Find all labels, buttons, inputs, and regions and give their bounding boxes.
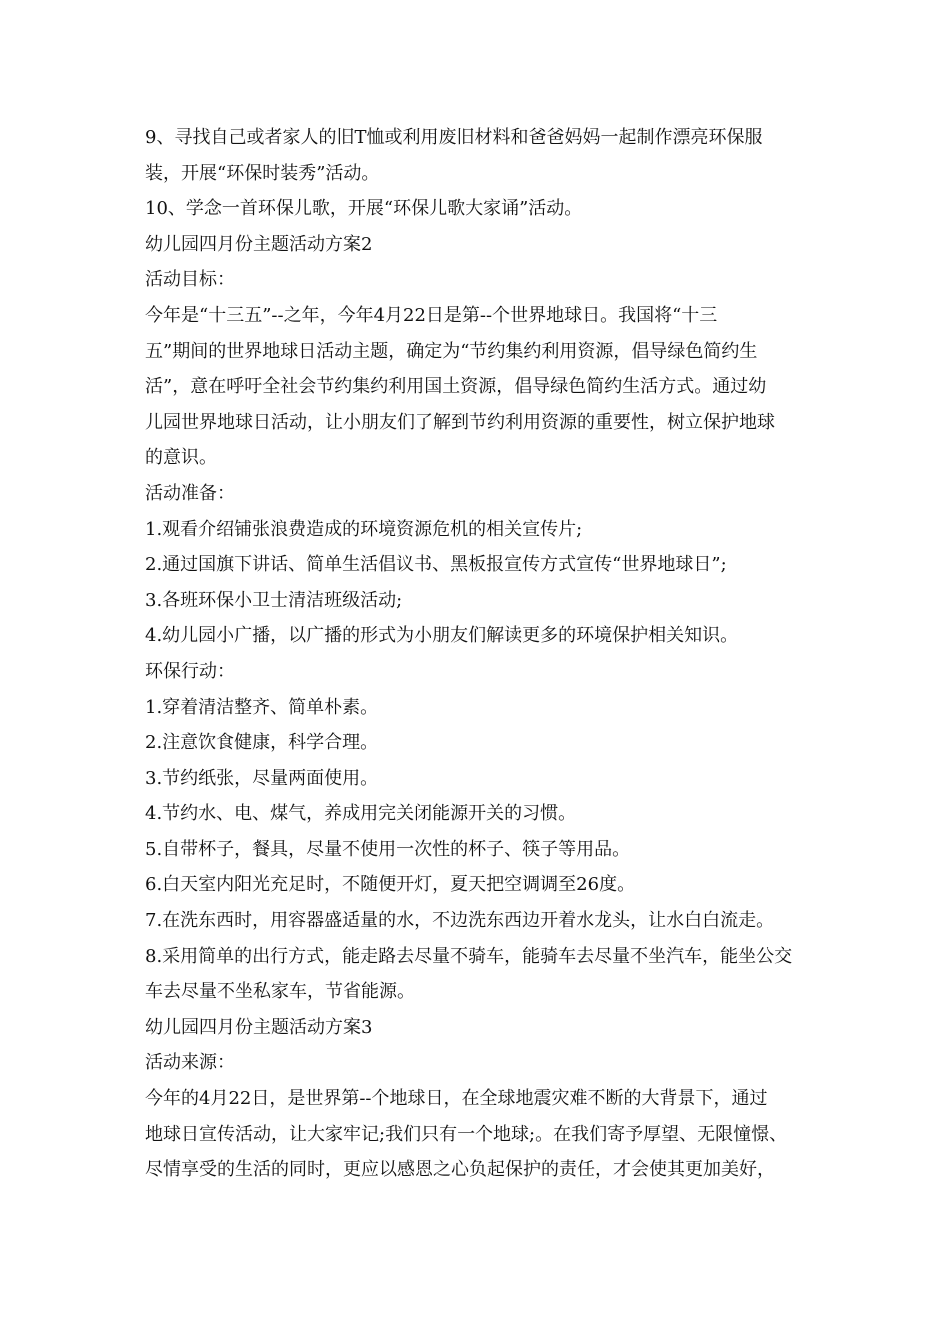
list-item: 2.通过国旗下讲话、简单生活倡议书、黑板报宣传方式宣传“世界地球日”;	[145, 554, 727, 576]
list-item: 3.各班环保小卫士清洁班级活动;	[145, 589, 403, 611]
list-item: 2.注意饮食健康，科学合理。	[145, 732, 379, 754]
list-item: 6.白天室内阳光充足时，不随便开灯，夏天把空调调至26度。	[145, 874, 636, 896]
document-page	[145, 120, 810, 1188]
text-line: 活”，意在呼吁全社会节约集约利用国土资源，倡导绿色简约生活方式。通过幼	[145, 376, 767, 398]
text-line: 尽情享受的生活的同时，更应以感恩之心负起保护的责任，才会使其更加美好，	[145, 1159, 775, 1181]
list-item: 4.节约水、电、煤气，养成用完关闭能源开关的习惯。	[145, 803, 577, 825]
list-item: 1.观看介绍铺张浪费造成的环境资源危机的相关宣传片;	[145, 518, 583, 540]
list-item: 7.在洗东西时，用容器盛适量的水，不边洗东西边开着水龙头，让水白白流走。	[145, 910, 775, 932]
list-item: 8.采用简单的出行方式，能走路去尽量不骑车，能骑车去尽量不坐汽车，能坐公交	[145, 945, 793, 967]
list-item: 4.幼儿园小广播，以广播的形式为小朋友们解读更多的环境保护相关知识。	[145, 625, 739, 647]
text-line: 车去尽量不坐私家车，节省能源。	[145, 981, 415, 1003]
subheading: 活动来源：	[145, 1052, 235, 1074]
text-line: 今年的4月22日，是世界第--个地球日，在全球地震灾难不断的大背景下，通过	[145, 1088, 768, 1110]
subheading: 环保行动：	[145, 660, 235, 682]
text-line: 10、学念一首环保儿歌，开展“环保儿歌大家诵”活动。	[145, 198, 583, 220]
section-heading: 幼儿园四月份主题活动方案2	[145, 233, 373, 255]
text-line: 9、寻找自己或者家人的旧T恤或利用废旧材料和爸爸妈妈一起制作漂亮环保服	[145, 127, 763, 148]
subheading: 活动目标：	[145, 269, 235, 291]
text-line: 的意识。	[145, 447, 217, 469]
subheading: 活动准备：	[145, 482, 235, 504]
text-line: 儿园世界地球日活动，让小朋友们了解到节约利用资源的重要性，树立保护地球	[145, 411, 775, 433]
text-line: 装，开展“环保时装秀”活动。	[145, 162, 380, 184]
list-item: 1.穿着清洁整齐、简单朴素。	[145, 696, 379, 718]
text-line: 今年是“十三五”--之年，今年4月22日是第--个世界地球日。我国将“十三	[145, 304, 718, 326]
section-heading: 幼儿园四月份主题活动方案3	[145, 1016, 373, 1038]
list-item: 3.节约纸张，尽量两面使用。	[145, 767, 379, 789]
list-item: 5.自带杯子，餐具，尽量不使用一次性的杯子、筷子等用品。	[145, 838, 631, 860]
text-line: 五”期间的世界地球日活动主题，确定为“节约集约利用资源，倡导绿色简约生	[145, 340, 758, 362]
text-line: 地球日宣传活动，让大家牢记;我们只有一个地球;。在我们寄予厚望、无限憧憬、	[145, 1123, 788, 1145]
